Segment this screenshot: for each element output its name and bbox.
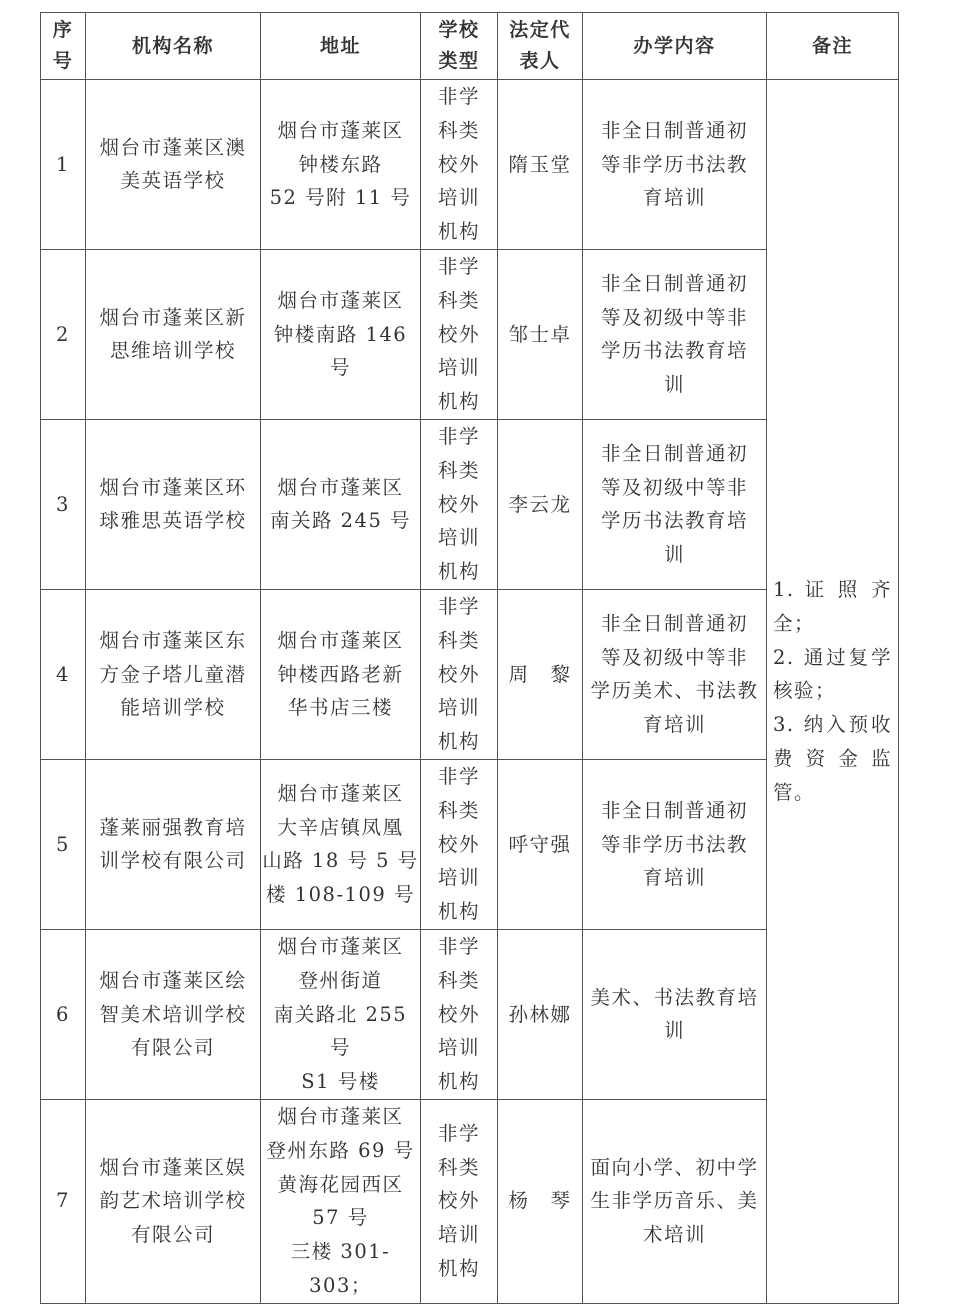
address-cell: 烟台市蓬莱区 南关路 245 号 [261, 419, 421, 589]
remark-line: 管。 [773, 780, 816, 804]
rep-cell: 孙林娜 [498, 929, 583, 1099]
remark-line: 3. 纳入预收 [773, 713, 892, 737]
header-remark: 备注 [767, 13, 899, 80]
seq-cell: 6 [41, 929, 86, 1099]
type-cell: 非学 科类 校外 培训 机构 [421, 419, 498, 589]
seq-cell: 3 [41, 419, 86, 589]
seq-cell: 5 [41, 759, 86, 929]
content-cell: 面向小学、初中学 生非学历音乐、美 术培训 [583, 1099, 767, 1303]
address-cell: 烟台市蓬莱区 钟楼南路 146 号 [261, 249, 421, 419]
remark-line: 核验； [773, 679, 837, 703]
remark-line: 1. 证 照 齐 [773, 578, 892, 602]
content-cell: 非全日制普通初 等及初级中等非 学历书法教育培 训 [583, 419, 767, 589]
type-cell: 非学 科类 校外 培训 机构 [421, 249, 498, 419]
type-cell: 非学 科类 校外 培训 机构 [421, 929, 498, 1099]
header-row [41, 13, 899, 80]
content-cell: 非全日制普通初 等及初级中等非 学历美术、书法教 育培训 [583, 589, 767, 759]
address-cell: 烟台市蓬莱区 登州街道 南关路北 255 号 S1 号楼 [261, 929, 421, 1099]
remark-cell [767, 80, 899, 1304]
rep-cell: 邹士卓 [498, 249, 583, 419]
name-cell: 烟台市蓬莱区绘 智美术培训学校 有限公司 [86, 929, 261, 1099]
header-seq: 序 号 [41, 13, 86, 80]
remark-line: 2. 通过复学 [773, 645, 892, 669]
remark-line: 全； [773, 611, 816, 635]
content-cell: 美术、书法教育培 训 [583, 929, 767, 1099]
header-content: 办学内容 [583, 13, 767, 80]
type-cell: 非学 科类 校外 培训 机构 [421, 80, 498, 250]
remark-line: 费 资 金 监 [773, 747, 892, 771]
seq-cell: 2 [41, 249, 86, 419]
address-cell: 烟台市蓬莱区 登州东路 69 号 黄海花园西区 57 号 三楼 301-303； [261, 1099, 421, 1303]
type-cell: 非学 科类 校外 培训 机构 [421, 759, 498, 929]
header-name: 机构名称 [86, 13, 261, 80]
address-cell: 烟台市蓬莱区 大辛店镇凤凰 山路 18 号 5 号 楼 108-109 号 [261, 759, 421, 929]
address-cell: 烟台市蓬莱区 钟楼东路 52 号附 11 号 [261, 80, 421, 250]
rep-cell: 周 黎 [498, 589, 583, 759]
type-cell: 非学 科类 校外 培训 机构 [421, 589, 498, 759]
name-cell: 烟台市蓬莱区东 方金子塔儿童潜 能培训学校 [86, 589, 261, 759]
name-cell: 烟台市蓬莱区新 思维培训学校 [86, 249, 261, 419]
institution-table [40, 12, 899, 1304]
content-cell: 非全日制普通初 等非学历书法教 育培训 [583, 759, 767, 929]
seq-cell: 7 [41, 1099, 86, 1303]
name-cell: 烟台市蓬莱区娱 韵艺术培训学校 有限公司 [86, 1099, 261, 1303]
seq-cell: 4 [41, 589, 86, 759]
content-cell: 非全日制普通初 等非学历书法教 育培训 [583, 80, 767, 250]
header-type: 学校 类型 [421, 13, 498, 80]
name-cell: 烟台市蓬莱区环 球雅思英语学校 [86, 419, 261, 589]
seq-cell: 1 [41, 80, 86, 250]
name-cell: 蓬莱丽强教育培 训学校有限公司 [86, 759, 261, 929]
table-row [41, 80, 899, 250]
type-cell: 非学 科类 校外 培训 机构 [421, 1099, 498, 1303]
rep-cell: 呼守强 [498, 759, 583, 929]
header-address: 地址 [261, 13, 421, 80]
name-cell: 烟台市蓬莱区澳 美英语学校 [86, 80, 261, 250]
address-cell: 烟台市蓬莱区 钟楼西路老新 华书店三楼 [261, 589, 421, 759]
rep-cell: 杨 琴 [498, 1099, 583, 1303]
header-rep: 法定代 表人 [498, 13, 583, 80]
rep-cell: 李云龙 [498, 419, 583, 589]
rep-cell: 隋玉堂 [498, 80, 583, 250]
content-cell: 非全日制普通初 等及初级中等非 学历书法教育培 训 [583, 249, 767, 419]
